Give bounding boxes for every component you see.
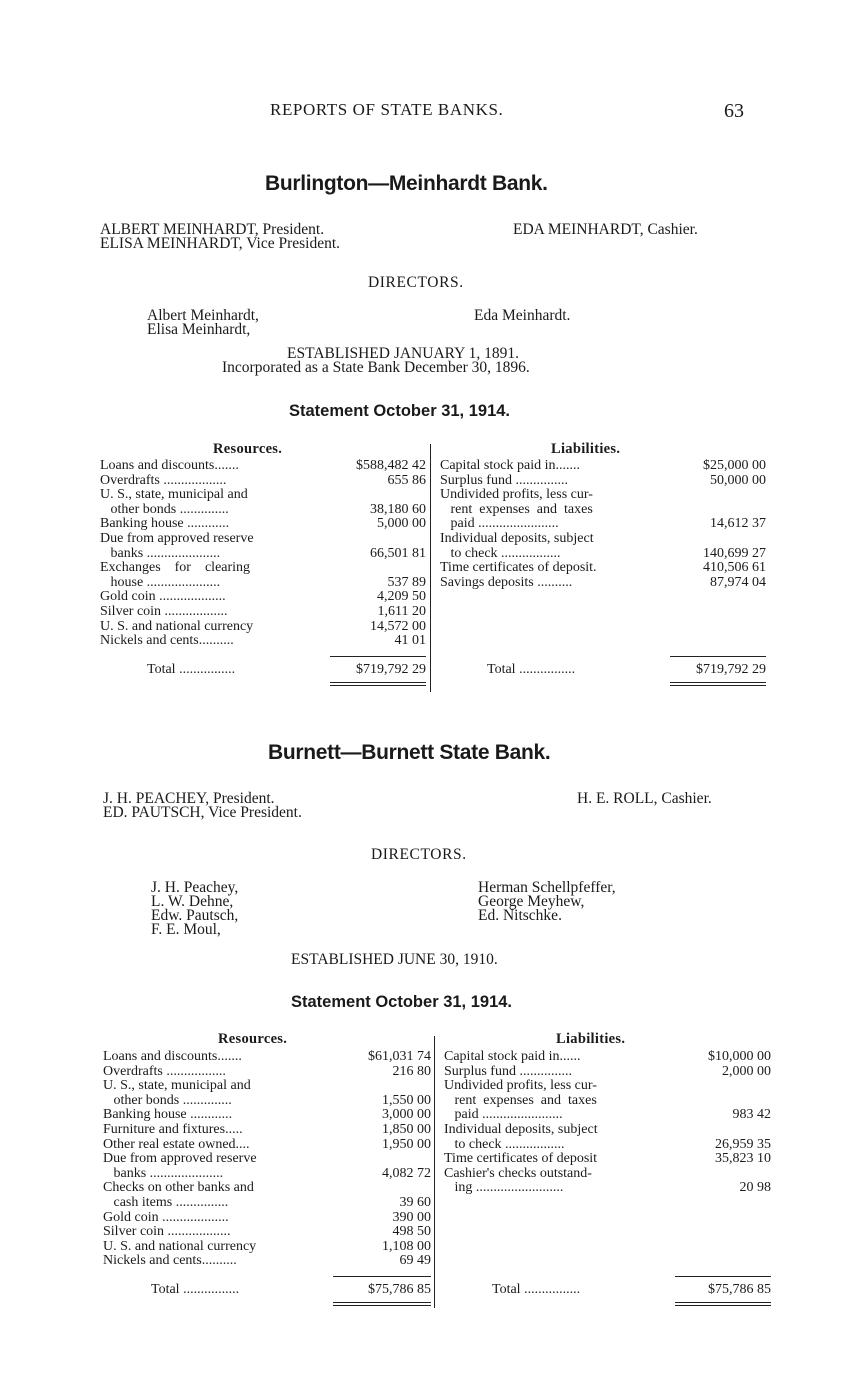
ledger-row (100, 576, 426, 591)
ledger-label: Time certificates of deposit. (440, 561, 597, 576)
page-number: 63 (724, 100, 744, 122)
ledger-row (444, 1181, 771, 1196)
total-rule (675, 1276, 771, 1277)
ledger-row (103, 1152, 431, 1167)
ledger-value: $588,482 42 (356, 458, 426, 473)
ledger-row (103, 1108, 431, 1123)
ledger-label: Capital stock paid in...... (444, 1050, 581, 1064)
officer-vice-president: ED. PAUTSCH, Vice President. (103, 804, 302, 821)
ledger-label: Due from approved reserve (100, 532, 254, 546)
ledger-label: to check ................. (440, 546, 561, 561)
ledger-row (444, 1123, 771, 1138)
director-name: George Meyhew, (478, 893, 585, 910)
ledger-label: Silver coin .................. (100, 605, 228, 619)
total-label: Total ................ (147, 662, 236, 677)
ledger-row (444, 1065, 771, 1080)
ledger-label: Checks on other banks and (103, 1181, 254, 1196)
total-rule (670, 656, 766, 657)
ledger-value: 4,082 72 (382, 1165, 431, 1181)
officer-president: ALBERT MEINHARDT, President. (100, 221, 325, 238)
total-label: Total ................ (151, 1282, 240, 1297)
ledger-value: 216 80 (392, 1063, 431, 1079)
ledger-label: Gold coin ................... (100, 590, 226, 605)
double-rule (675, 1302, 771, 1306)
column-divider (430, 444, 431, 692)
ledger-label: Time certificates of deposit (444, 1152, 598, 1167)
director-name: F. E. Moul, (151, 921, 221, 938)
ledger-label: other bonds .............. (100, 502, 229, 517)
incorporated-line: Incorporated as a State Bank December 30, 1896. (222, 359, 530, 376)
total-value: $75,786 85 (708, 1282, 771, 1297)
ledger-row (103, 1211, 431, 1226)
ledger-row (100, 488, 426, 503)
ledger-row (103, 1079, 431, 1094)
total-value: $75,786 85 (368, 1282, 431, 1297)
ledger-value: 655 86 (387, 472, 426, 488)
ledger-value: 39 60 (399, 1195, 431, 1210)
ledger-value: 14,612 37 (710, 516, 766, 532)
ledger-value: 5,000 00 (377, 516, 426, 532)
ledger-value: 1,850 00 (382, 1122, 431, 1137)
ledger-row (444, 1079, 771, 1094)
ledger-label: Furniture and fixtures..... (103, 1123, 243, 1137)
ledger-label: Undivided profits, less cur- (440, 488, 593, 503)
ledger-value: 50,000 00 (710, 472, 766, 488)
ledger-label: rent expenses and taxes (440, 502, 593, 517)
ledger-value: 41 01 (394, 633, 426, 649)
ledger-label: house ..................... (100, 575, 221, 590)
ledger-label: Gold coin ................... (103, 1210, 229, 1225)
ledger-label: to check ................. (444, 1137, 565, 1152)
officer-cashier: H. E. ROLL, Cashier. (577, 790, 712, 807)
ledger-label: U. S., state, municipal and (100, 488, 248, 503)
ledger-label: U. S. and national currency (103, 1239, 257, 1254)
ledger-row (440, 547, 766, 562)
directors-heading: DIRECTORS. (371, 846, 467, 863)
ledger-value: 1,108 00 (382, 1238, 431, 1254)
ledger-label: Other real estate owned.... (103, 1137, 250, 1152)
liabilities-heading: Liabilities. (551, 441, 621, 457)
ledger-value: 983 42 (732, 1107, 771, 1123)
ledger-row (103, 1138, 431, 1153)
ledger-row (440, 576, 766, 591)
ledger-label: Savings deposits .......... (440, 575, 573, 590)
ledger-row (440, 503, 766, 518)
ledger-value: 14,572 00 (370, 618, 426, 634)
ledger-label: Silver coin .................. (103, 1225, 231, 1240)
established-line: ESTABLISHED JUNE 30, 1910. (291, 951, 498, 968)
officer-president: J. H. PEACHEY, President. (103, 790, 275, 807)
ledger-value: $10,000 00 (708, 1049, 771, 1064)
ledger-row (444, 1050, 771, 1065)
ledger-row (100, 503, 426, 518)
ledger-value: 38,180 60 (370, 501, 426, 517)
ledger-row (103, 1094, 431, 1109)
ledger-label: Loans and discounts....... (100, 459, 239, 473)
ledger-row (444, 1094, 771, 1109)
ledger-label: Cashier's checks outstand- (444, 1166, 592, 1181)
double-rule (333, 1302, 431, 1306)
ledger-row (100, 459, 426, 474)
ledger-row (440, 488, 766, 503)
double-rule (330, 682, 426, 686)
total-label: Total ................ (487, 662, 576, 677)
ledger-row (444, 1152, 771, 1167)
total-rule (333, 1276, 431, 1277)
ledger-row (100, 517, 426, 532)
ledger-row (444, 1108, 771, 1123)
ledger-label: Individual deposits, subject (440, 532, 594, 546)
ledger-row (440, 474, 766, 489)
ledger-value: 1,950 00 (382, 1136, 431, 1152)
ledger-row (100, 620, 426, 635)
director-name: L. W. Dehne, (151, 893, 234, 910)
ledger-row (103, 1254, 431, 1269)
double-rule (670, 682, 766, 686)
bank-title: Burnett—Burnett State Bank. (268, 741, 551, 764)
ledger-value: 35,823 10 (715, 1151, 771, 1167)
liabilities-heading: Liabilities. (556, 1031, 626, 1047)
ledger-label: U. S. and national currency (100, 619, 254, 634)
ledger-row (440, 532, 766, 547)
ledger-row (103, 1225, 431, 1240)
ledger-label: Surplus fund ............... (444, 1064, 572, 1079)
ledger-value: 87,974 04 (710, 574, 766, 590)
bank-title: Burlington—Meinhardt Bank. (265, 172, 548, 195)
director-name: Elisa Meinhardt, (147, 321, 251, 338)
ledger-row (103, 1123, 431, 1138)
ledger-row (100, 547, 426, 562)
ledger-value: 3,000 00 (382, 1107, 431, 1123)
ledger-label: U. S., state, municipal and (103, 1079, 251, 1094)
ledger-row (100, 561, 426, 576)
ledger-row (103, 1181, 431, 1196)
ledger-value: 410,506 61 (703, 560, 766, 576)
ledger-label: Due from approved reserve (103, 1152, 257, 1167)
running-header: REPORTS OF STATE BANKS. (270, 100, 504, 119)
ledger-value: $25,000 00 (703, 458, 766, 473)
director-name: Albert Meinhardt, (147, 307, 259, 324)
ledger-label: Exchanges for clearing (100, 561, 251, 576)
total-rule (330, 656, 426, 657)
statement-heading: Statement October 31, 1914. (291, 993, 513, 1011)
ledger-row (444, 1138, 771, 1153)
ledger-row (103, 1240, 431, 1255)
total-value: $719,792 29 (696, 662, 766, 677)
officer-cashier: EDA MEINHARDT, Cashier. (513, 221, 698, 238)
ledger-label: Surplus fund ............... (440, 473, 568, 488)
ledger-row (103, 1065, 431, 1080)
ledger-row (440, 561, 766, 576)
ledger-value: 1,611 20 (377, 604, 426, 619)
ledger-label: Overdrafts .................. (100, 473, 227, 488)
ledger-label: other bonds .............. (103, 1093, 232, 1108)
ledger-label: banks ..................... (103, 1166, 224, 1181)
ledger-label: banks ..................... (100, 546, 221, 561)
directors-heading: DIRECTORS. (368, 274, 464, 291)
ledger-label: ing ......................... (444, 1181, 564, 1196)
director-name: Edw. Pautsch, (151, 907, 239, 924)
officer-vice-president: ELISA MEINHARDT, Vice President. (100, 235, 341, 252)
ledger-label: paid ....................... (440, 517, 559, 532)
ledger-row (103, 1196, 431, 1211)
ledger-label: Banking house ............ (103, 1108, 233, 1123)
ledger-value: 20 98 (739, 1180, 771, 1196)
ledger-row (100, 634, 426, 649)
ledger-row (103, 1167, 431, 1182)
ledger-value: 4,209 50 (377, 589, 426, 605)
column-divider (434, 1036, 435, 1308)
ledger-label: Nickels and cents.......... (103, 1254, 237, 1269)
ledger-label: paid ....................... (444, 1108, 563, 1123)
ledger-value: 390 00 (392, 1209, 431, 1225)
ledger-label: Capital stock paid in....... (440, 459, 580, 473)
director-name: J. H. Peachey, (151, 879, 239, 896)
ledger-row (103, 1050, 431, 1065)
ledger-value: 498 50 (392, 1224, 431, 1240)
ledger-label: cash items ............... (103, 1196, 229, 1210)
ledger-value: 69 49 (399, 1253, 431, 1269)
director-name: Ed. Nitschke. (478, 907, 562, 924)
ledger-label: rent expenses and taxes (444, 1093, 597, 1108)
ledger-label: Undivided profits, less cur- (444, 1079, 597, 1094)
total-label: Total ................ (492, 1282, 581, 1297)
ledger-value: 66,501 81 (370, 545, 426, 561)
director-name: Herman Schellpfeffer, (478, 879, 616, 896)
ledger-value: 537 89 (387, 574, 426, 590)
ledger-row (440, 517, 766, 532)
ledger-label: Individual deposits, subject (444, 1123, 598, 1137)
established-line: ESTABLISHED JANUARY 1, 1891. (287, 345, 519, 362)
resources-heading: Resources. (213, 441, 283, 457)
ledger-label: Nickels and cents.......... (100, 634, 234, 649)
director-name: Eda Meinhardt. (474, 307, 571, 324)
ledger-label: Loans and discounts....... (103, 1050, 242, 1064)
ledger-label: Banking house ............ (100, 517, 230, 532)
ledger-value: 1,550 00 (382, 1092, 431, 1108)
ledger-value: $61,031 74 (368, 1049, 431, 1064)
total-value: $719,792 29 (356, 662, 426, 677)
ledger-row (444, 1167, 771, 1182)
ledger-value: 26,959 35 (715, 1136, 771, 1152)
ledger-row (440, 459, 766, 474)
ledger-value: 140,699 27 (703, 545, 766, 561)
ledger-row (100, 605, 426, 620)
ledger-row (100, 474, 426, 489)
statement-heading: Statement October 31, 1914. (289, 402, 511, 420)
resources-heading: Resources. (218, 1031, 288, 1047)
ledger-row (100, 532, 426, 547)
ledger-label: Overdrafts ................. (103, 1064, 226, 1079)
ledger-row (100, 590, 426, 605)
ledger-value: 2,000 00 (722, 1063, 771, 1079)
